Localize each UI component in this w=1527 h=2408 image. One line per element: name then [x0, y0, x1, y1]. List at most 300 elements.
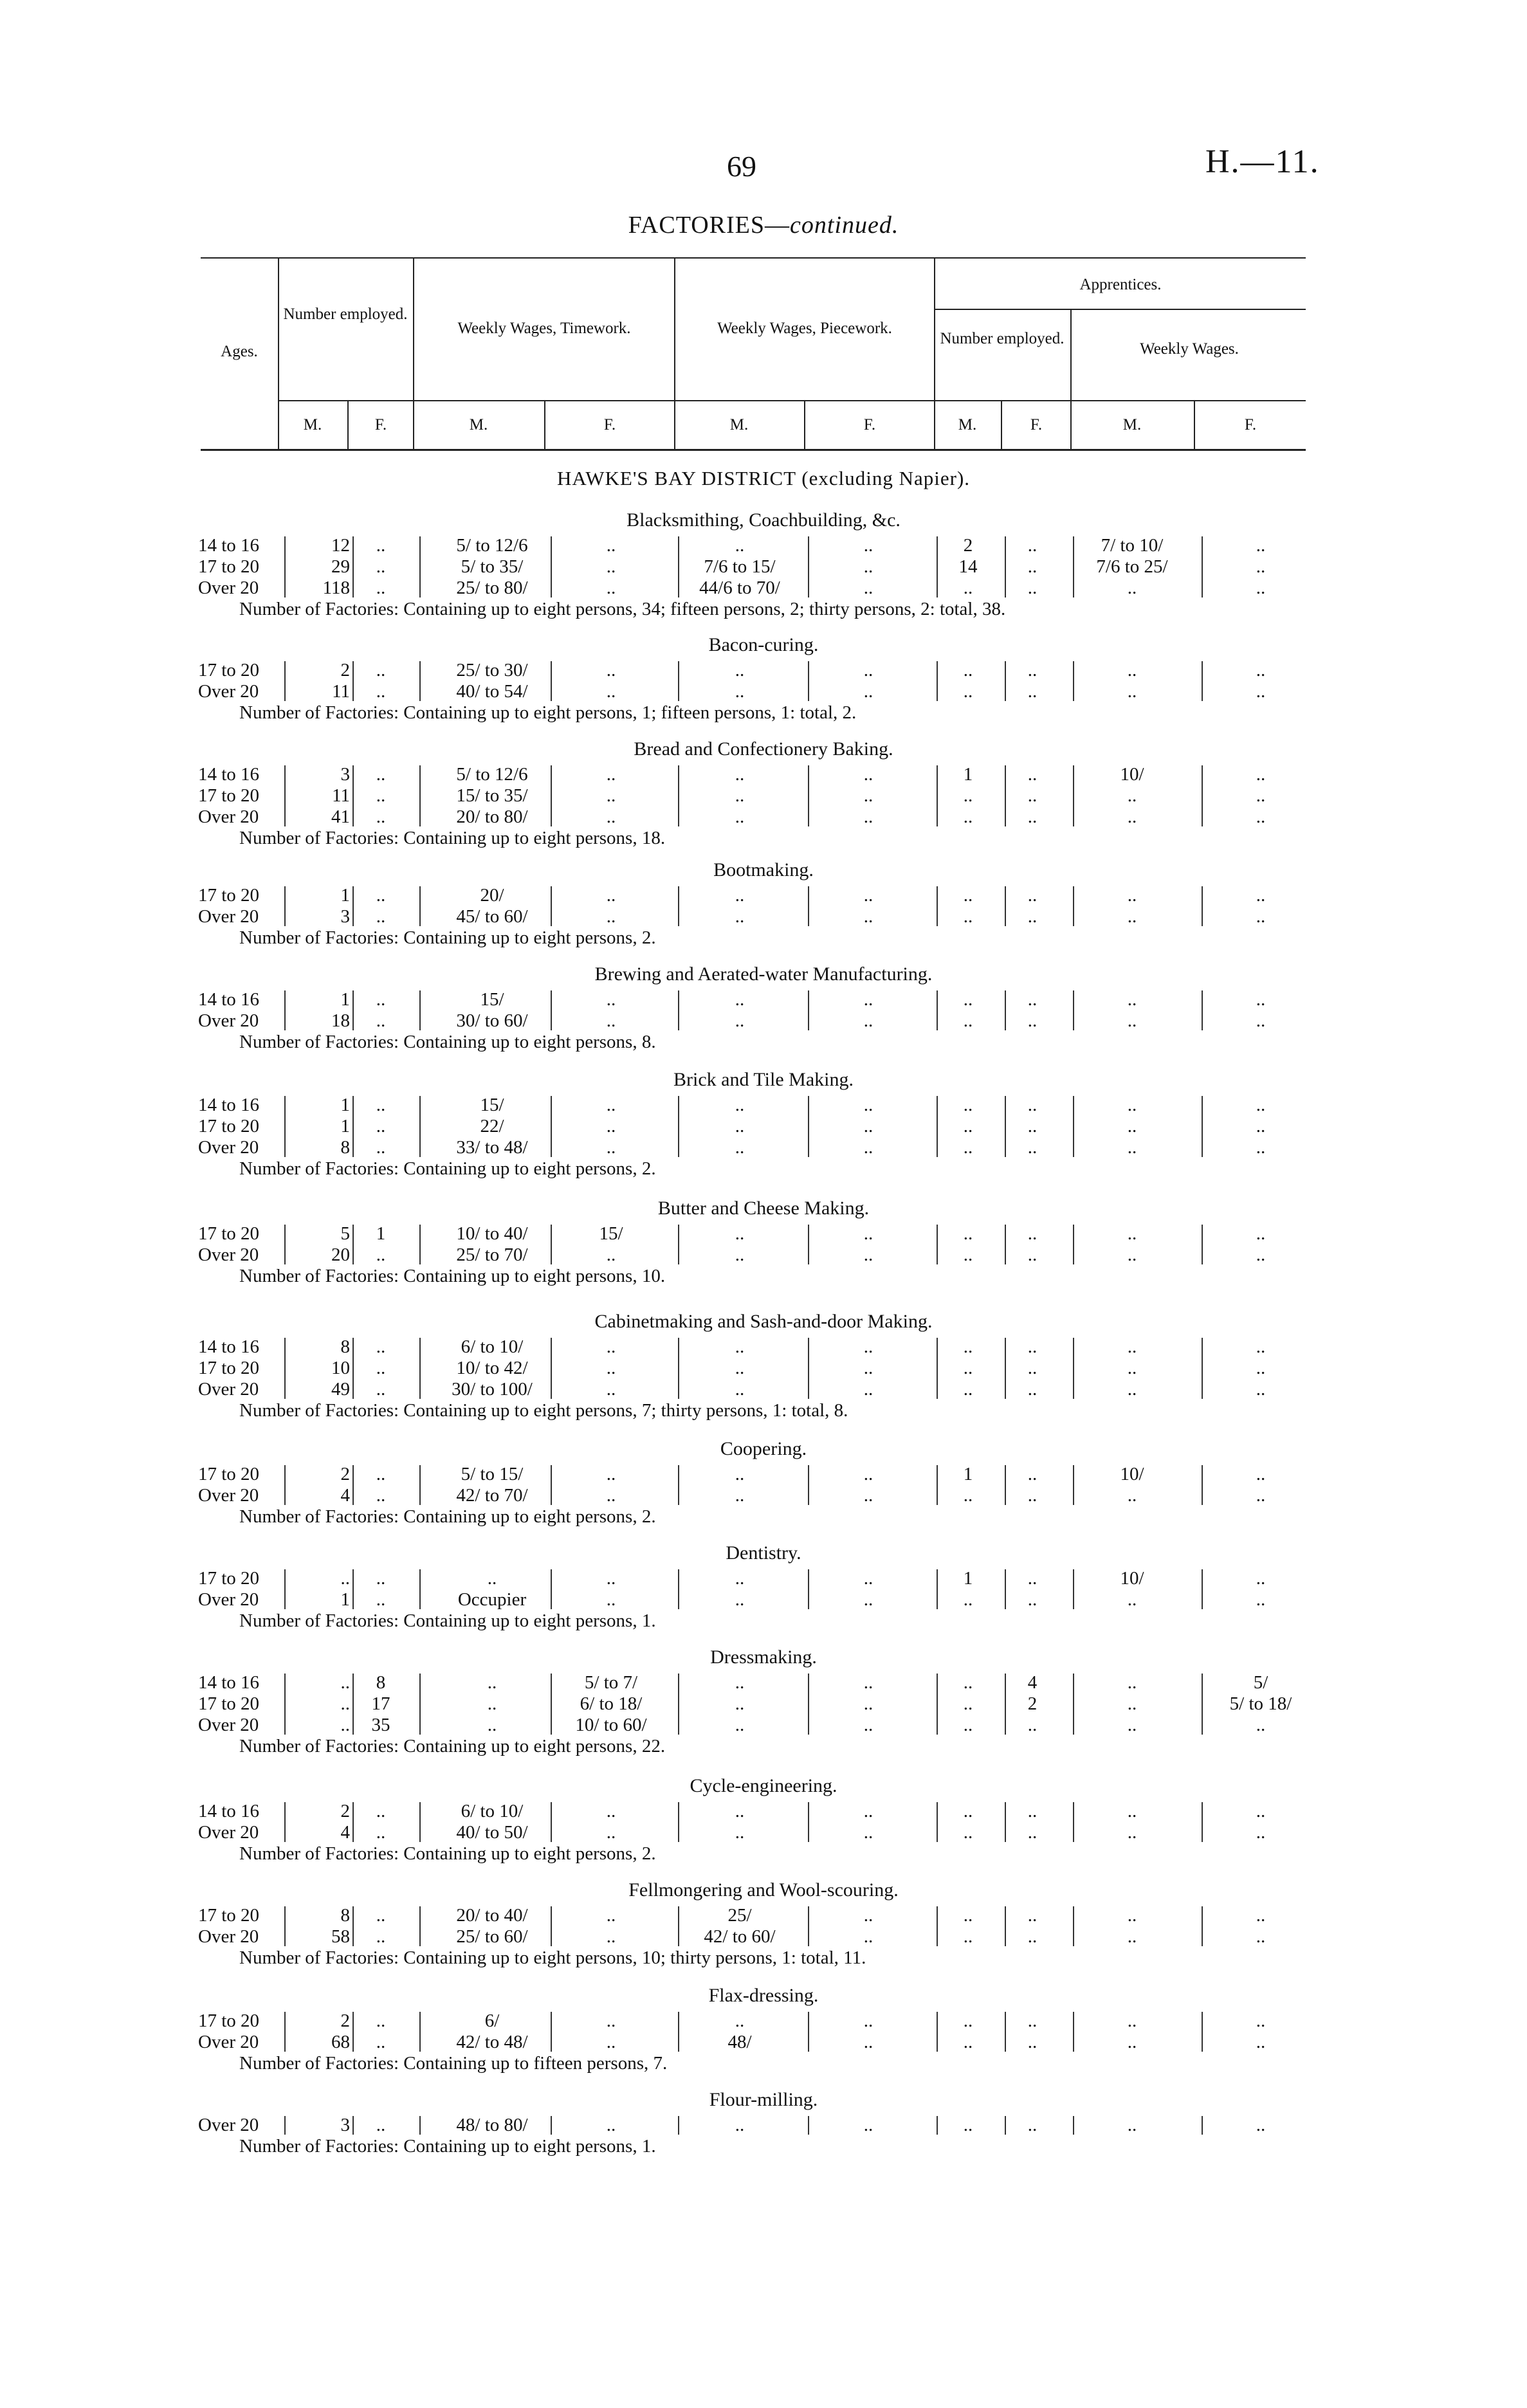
column-rule [352, 886, 354, 926]
cell-awm: .. [1127, 807, 1137, 827]
table-row [0, 1336, 1527, 1358]
column-rule [808, 1674, 809, 1735]
table-row [0, 885, 1527, 907]
cell-pwm: .. [735, 1693, 745, 1714]
column-rule [1202, 886, 1203, 926]
cell-pwf: .. [863, 1010, 873, 1031]
cell-nf: .. [376, 1358, 386, 1378]
cell-nm: 58 [331, 1926, 350, 1947]
cell-pwm: 48/ [727, 2032, 752, 2052]
column-rule [808, 1338, 809, 1399]
cell-pwm: .. [735, 1095, 745, 1115]
cell-af: .. [1027, 1095, 1038, 1115]
cell-af: .. [1027, 1822, 1038, 1843]
cell-pwf: .. [863, 556, 873, 577]
cell-pwm: .. [735, 1715, 745, 1735]
cell-pwm: .. [735, 2115, 745, 2135]
table-row [0, 1137, 1527, 1159]
cell-nf: .. [376, 785, 386, 806]
cell-pwf: .. [863, 1116, 873, 1136]
cell-twm: 15/ to 35/ [456, 785, 528, 806]
column-rule [551, 2116, 552, 2135]
cell-awm: .. [1127, 2011, 1137, 2031]
column-rule [284, 2116, 286, 2135]
column-rule [1005, 2012, 1006, 2052]
cell-twm: .. [487, 1715, 497, 1735]
cell-pwf: .. [863, 2115, 873, 2135]
cell-am: .. [963, 681, 973, 702]
section-title: Flour-milling. [709, 2089, 818, 2110]
cell-am: .. [963, 660, 973, 680]
table-row [0, 1905, 1527, 1927]
cell-af: .. [1027, 2032, 1038, 2052]
cell-af: .. [1027, 1137, 1038, 1158]
cell-am: .. [963, 807, 973, 827]
column-rule [284, 1906, 286, 1946]
column-rule [678, 661, 679, 701]
column-rule [419, 661, 421, 701]
cell-pwm: .. [735, 1672, 745, 1693]
cell-awf: .. [1256, 1905, 1266, 1926]
cell-age: 17 to 20 [198, 885, 260, 906]
cell-am: .. [963, 1693, 973, 1714]
column-rule [1005, 1338, 1006, 1399]
cell-pwm: .. [735, 2011, 745, 2031]
factories-summary: Number of Factories: Containing up to eight persons, 1. [239, 1610, 656, 1631]
section-title: Blacksmithing, Coachbuilding, &c. [626, 509, 901, 531]
header-f: F. [1030, 416, 1043, 433]
cell-twm: 22/ [480, 1116, 504, 1136]
cell-awm: .. [1127, 578, 1137, 598]
table-row [0, 1822, 1527, 1844]
column-rule [808, 990, 809, 1030]
cell-am: .. [963, 1358, 973, 1378]
cell-awf: .. [1256, 2115, 1266, 2135]
column-rule [352, 536, 354, 597]
factories-summary: Number of Factories: Containing up to eight persons, 2. [239, 1506, 656, 1527]
cell-pwf: .. [863, 1672, 873, 1693]
cell-pwm: .. [735, 1568, 745, 1589]
cell-awf: .. [1256, 885, 1266, 906]
column-rule [1202, 1674, 1203, 1735]
cell-nm: 49 [331, 1379, 350, 1400]
cell-awm: 10/ [1120, 1568, 1144, 1589]
cell-age: 17 to 20 [198, 1223, 260, 1244]
cell-age: Over 20 [198, 1822, 259, 1843]
column-rule [1005, 1225, 1006, 1264]
cell-awf: .. [1256, 1010, 1266, 1031]
cell-awm: .. [1127, 1010, 1137, 1031]
column-rule [808, 1225, 809, 1264]
cell-twf: .. [606, 1137, 616, 1158]
cell-nm: 29 [331, 556, 350, 577]
column-rule [284, 1225, 286, 1264]
column-rule [1202, 2116, 1203, 2135]
cell-nm: 4 [340, 1485, 350, 1506]
column-rule [1005, 1569, 1006, 1609]
cell-pwf: .. [863, 1801, 873, 1821]
cell-awf: .. [1256, 660, 1266, 680]
column-rule [1005, 1802, 1006, 1842]
column-rule [284, 1465, 286, 1505]
column-rule [937, 2116, 938, 2135]
cell-am: .. [963, 1137, 973, 1158]
cell-twf: .. [606, 807, 616, 827]
cell-awf: .. [1256, 785, 1266, 806]
cell-af: .. [1027, 2115, 1038, 2135]
column-rule [551, 1674, 552, 1735]
cell-twm: 40/ to 54/ [456, 681, 528, 702]
column-rule [937, 1225, 938, 1264]
cell-awf: .. [1256, 807, 1266, 827]
cell-af: .. [1027, 660, 1038, 680]
section-title: Dentistry. [726, 1542, 801, 1564]
cell-age: 17 to 20 [198, 556, 260, 577]
column-rule [1005, 1465, 1006, 1505]
cell-nf: .. [376, 556, 386, 577]
column-rule [419, 765, 421, 826]
cell-af: .. [1027, 1336, 1038, 1357]
column-rule [284, 1674, 286, 1735]
cell-pwf: .. [863, 1095, 873, 1115]
cell-age: Over 20 [198, 681, 259, 702]
factories-summary: Number of Factories: Containing up to eight persons, 2. [239, 1158, 656, 1179]
cell-pwf: .. [863, 535, 873, 556]
cell-awf: .. [1256, 1822, 1266, 1843]
table-row [0, 1464, 1527, 1486]
cell-age: Over 20 [198, 2115, 259, 2135]
cell-nm: 2 [340, 660, 350, 680]
cell-awf: .. [1256, 1715, 1266, 1735]
column-rule [1005, 765, 1006, 826]
table-row [0, 2115, 1527, 2137]
page-number: 69 [727, 150, 756, 183]
column-rule [284, 536, 286, 597]
cell-nf: .. [376, 535, 386, 556]
cell-awm: .. [1127, 1095, 1137, 1115]
cell-twm: 20/ to 40/ [456, 1905, 528, 1926]
cell-nm: 3 [340, 906, 350, 927]
cell-nf: .. [376, 1095, 386, 1115]
cell-awm: 10/ [1120, 764, 1144, 785]
cell-pwf: .. [863, 1715, 873, 1735]
district-title: HAWKE'S BAY DISTRICT (excluding Napier). [556, 467, 971, 489]
cell-nm: 5 [340, 1223, 350, 1244]
cell-twm: Occupier [457, 1589, 527, 1610]
cell-age: 14 to 16 [198, 1672, 260, 1693]
column-rule [1005, 886, 1006, 926]
column-rule [551, 1225, 552, 1264]
column-rule [551, 1096, 552, 1157]
cell-nm: .. [340, 1568, 350, 1589]
cell-nf: .. [376, 681, 386, 702]
cell-af: .. [1027, 1589, 1038, 1610]
column-rule [1073, 1906, 1074, 1946]
cell-af: .. [1027, 556, 1038, 577]
column-rule [419, 1225, 421, 1264]
table-row [0, 1245, 1527, 1266]
header-f: F. [374, 416, 387, 433]
column-rule [419, 536, 421, 597]
cell-am: .. [963, 1095, 973, 1115]
cell-awf: .. [1256, 906, 1266, 927]
cell-awm: 10/ [1120, 1464, 1144, 1484]
column-rule [1202, 536, 1203, 597]
cell-am: .. [963, 2011, 973, 2031]
cell-twf: .. [606, 2032, 616, 2052]
column-rule [937, 886, 938, 926]
cell-pwm: .. [735, 1116, 745, 1136]
cell-awm: .. [1127, 1801, 1137, 1821]
column-rule [678, 1225, 679, 1264]
column-rule [1202, 1569, 1203, 1609]
factories-summary: Number of Factories: Containing up to eight persons, 10; thirty persons, 1: total, 11. [239, 1947, 866, 1968]
cell-twf: .. [606, 535, 616, 556]
cell-twf: .. [606, 578, 616, 598]
cell-awf: .. [1256, 681, 1266, 702]
cell-awf: .. [1256, 556, 1266, 577]
factories-summary: Number of Factories: Containing up to eight persons, 10. [239, 1266, 666, 1286]
cell-pwm: .. [735, 885, 745, 906]
cell-am: .. [963, 1223, 973, 1244]
column-rule [937, 1802, 938, 1842]
cell-pwf: .. [863, 681, 873, 702]
cell-twm: 25/ to 80/ [456, 578, 528, 598]
column-rule [678, 536, 679, 597]
cell-nm: 1 [340, 1095, 350, 1115]
column-rule [1202, 1465, 1203, 1505]
column-rule [419, 990, 421, 1030]
cell-twm: 10/ to 40/ [456, 1223, 528, 1244]
cell-af: .. [1027, 1568, 1038, 1589]
column-rule [678, 1802, 679, 1842]
cell-pwm: .. [735, 660, 745, 680]
cell-pwf: .. [863, 906, 873, 927]
column-rule [937, 990, 938, 1030]
cell-pwm: .. [735, 1010, 745, 1031]
cell-am: 1 [963, 1464, 973, 1484]
column-rule [284, 1096, 286, 1157]
factories-summary: Number of Factories: Containing up to eight persons, 34; fifteen persons, 2; thirty persons, 2: total, 38. [239, 599, 1006, 619]
cell-nm: 2 [340, 2011, 350, 2031]
cell-pwf: .. [863, 1485, 873, 1506]
cell-awm: .. [1127, 1589, 1137, 1610]
cell-nm: .. [340, 1672, 350, 1693]
cell-nf: .. [376, 807, 386, 827]
cell-am: .. [963, 1822, 973, 1843]
cell-af: .. [1027, 578, 1038, 598]
cell-twm: 5/ to 12/6 [456, 535, 528, 556]
cell-twf: .. [606, 1485, 616, 1506]
cell-twf: .. [606, 1822, 616, 1843]
header-apprentices: Apprentices. [1079, 276, 1162, 293]
column-rule [284, 886, 286, 926]
cell-age: Over 20 [198, 1589, 259, 1610]
column-rule [284, 661, 286, 701]
column-rule [1005, 661, 1006, 701]
column-rule [808, 1569, 809, 1609]
cell-awm: .. [1127, 1245, 1137, 1265]
table-row [0, 1672, 1527, 1694]
cell-twm: 25/ to 60/ [456, 1926, 528, 1947]
cell-nf: .. [376, 1926, 386, 1947]
column-rule [678, 2116, 679, 2135]
column-rule [419, 1338, 421, 1399]
table-row [0, 660, 1527, 682]
column-rule [808, 2116, 809, 2135]
column-rule [551, 1569, 552, 1609]
cell-nm: 2 [340, 1464, 350, 1484]
header-f: F. [1244, 416, 1257, 433]
cell-pwf: .. [863, 660, 873, 680]
table-row [0, 906, 1527, 928]
document-code: H.—11. [1205, 143, 1320, 180]
cell-twm: 15/ [480, 1095, 504, 1115]
column-rule [808, 2012, 809, 2052]
cell-nm: 1 [340, 1116, 350, 1136]
cell-age: 17 to 20 [198, 1358, 260, 1378]
cell-awm: .. [1127, 1116, 1137, 1136]
cell-af: .. [1027, 535, 1038, 556]
cell-age: 17 to 20 [198, 785, 260, 806]
column-rule [352, 990, 354, 1030]
table-row [0, 1589, 1527, 1611]
header-ages: Ages. [221, 343, 258, 360]
cell-awf: .. [1256, 1137, 1266, 1158]
cell-nf: 8 [376, 1672, 386, 1693]
cell-twm: 25/ to 70/ [456, 1245, 528, 1265]
column-rule [678, 1674, 679, 1735]
cell-age: 17 to 20 [198, 1568, 260, 1589]
cell-twm: 33/ to 48/ [456, 1137, 528, 1158]
column-rule [937, 1465, 938, 1505]
cell-awf: .. [1256, 535, 1266, 556]
cell-am: .. [963, 1589, 973, 1610]
cell-am: .. [963, 2032, 973, 2052]
table-row [0, 1801, 1527, 1823]
header-m: M. [303, 416, 322, 433]
header-apprentices-number-employed: Number employed. [940, 330, 1065, 347]
column-rule [284, 765, 286, 826]
section-title: Coopering. [720, 1438, 807, 1459]
section-title: Cycle-engineering. [690, 1775, 837, 1796]
cell-af: .. [1027, 1464, 1038, 1484]
cell-awm: .. [1127, 1693, 1137, 1714]
column-rule [1005, 1906, 1006, 1946]
cell-pwf: .. [863, 989, 873, 1010]
cell-pwf: .. [863, 764, 873, 785]
cell-twf: .. [606, 1010, 616, 1031]
cell-awf: .. [1256, 1358, 1266, 1378]
cell-awm: .. [1127, 989, 1137, 1010]
cell-nf: 1 [376, 1223, 386, 1244]
cell-pwf: .. [863, 1568, 873, 1589]
cell-age: Over 20 [198, 1379, 259, 1400]
factories-summary: Number of Factories: Containing up to eight persons, 1. [239, 2136, 656, 2157]
cell-twf: .. [606, 1336, 616, 1357]
column-rule [1073, 2116, 1074, 2135]
cell-pwf: .. [863, 2032, 873, 2052]
cell-am: .. [963, 1672, 973, 1693]
cell-twm: 30/ to 100/ [452, 1379, 533, 1400]
cell-pwm: .. [735, 535, 745, 556]
cell-awf: .. [1256, 1223, 1266, 1244]
cell-nm: 3 [340, 764, 350, 785]
column-rule [551, 990, 552, 1030]
column-rule [1005, 990, 1006, 1030]
factories-summary: Number of Factories: Containing up to eight persons, 22. [239, 1736, 666, 1756]
column-rule [419, 1674, 421, 1735]
header-m: M. [1122, 416, 1142, 433]
cell-awm: .. [1127, 2115, 1137, 2135]
cell-nf: 35 [371, 1715, 390, 1735]
cell-pwm: .. [735, 1336, 745, 1357]
cell-awf: .. [1256, 2032, 1266, 2052]
cell-age: 14 to 16 [198, 764, 260, 785]
column-rule [551, 1802, 552, 1842]
column-rule [551, 661, 552, 701]
header-m: M. [729, 416, 749, 433]
cell-pwm: 44/6 to 70/ [699, 578, 780, 598]
cell-twm: 6/ [484, 2011, 500, 2031]
cell-age: 17 to 20 [198, 1693, 260, 1714]
cell-awm: .. [1127, 660, 1137, 680]
cell-awm: .. [1127, 1358, 1137, 1378]
cell-awm: .. [1127, 906, 1137, 927]
cell-twf: .. [606, 1379, 616, 1400]
cell-age: 17 to 20 [198, 1116, 260, 1136]
column-rule [1073, 536, 1074, 597]
cell-awf: .. [1256, 1116, 1266, 1136]
cell-pwm: .. [735, 807, 745, 827]
cell-af: 2 [1027, 1693, 1038, 1714]
cell-pwf: .. [863, 1137, 873, 1158]
cell-awm: .. [1127, 1672, 1137, 1693]
table-row [0, 1693, 1527, 1715]
column-rule [1073, 1674, 1074, 1735]
cell-af: .. [1027, 1358, 1038, 1378]
column-rule [352, 1225, 354, 1264]
column-rule [1073, 990, 1074, 1030]
cell-af: .. [1027, 785, 1038, 806]
column-rule [808, 1096, 809, 1157]
factories-summary: Number of Factories: Containing up to eight persons, 1; fifteen persons, 1: total, 2. [239, 702, 857, 723]
section-title: Bacon-curing. [708, 634, 819, 655]
column-rule [1073, 1338, 1074, 1399]
cell-awf: 5/ to 18/ [1229, 1693, 1292, 1714]
cell-twf: .. [606, 885, 616, 906]
cell-pwf: .. [863, 578, 873, 598]
cell-awf: .. [1256, 1801, 1266, 1821]
cell-twm: 5/ to 12/6 [456, 764, 528, 785]
cell-twm: 42/ to 48/ [456, 2032, 528, 2052]
cell-pwm: .. [735, 1245, 745, 1265]
cell-am: .. [963, 1116, 973, 1136]
cell-nf: .. [376, 1379, 386, 1400]
table-row [0, 578, 1527, 599]
cell-age: Over 20 [198, 578, 259, 598]
cell-twf: .. [606, 1464, 616, 1484]
cell-af: 4 [1027, 1672, 1038, 1693]
column-rule [352, 765, 354, 826]
cell-twm: 25/ to 30/ [456, 660, 528, 680]
cell-twf: .. [606, 1095, 616, 1115]
cell-nf: .. [376, 2032, 386, 2052]
cell-pwf: .. [863, 1379, 873, 1400]
column-rule [1202, 2012, 1203, 2052]
cell-af: .. [1027, 1801, 1038, 1821]
cell-awf: .. [1256, 2011, 1266, 2031]
